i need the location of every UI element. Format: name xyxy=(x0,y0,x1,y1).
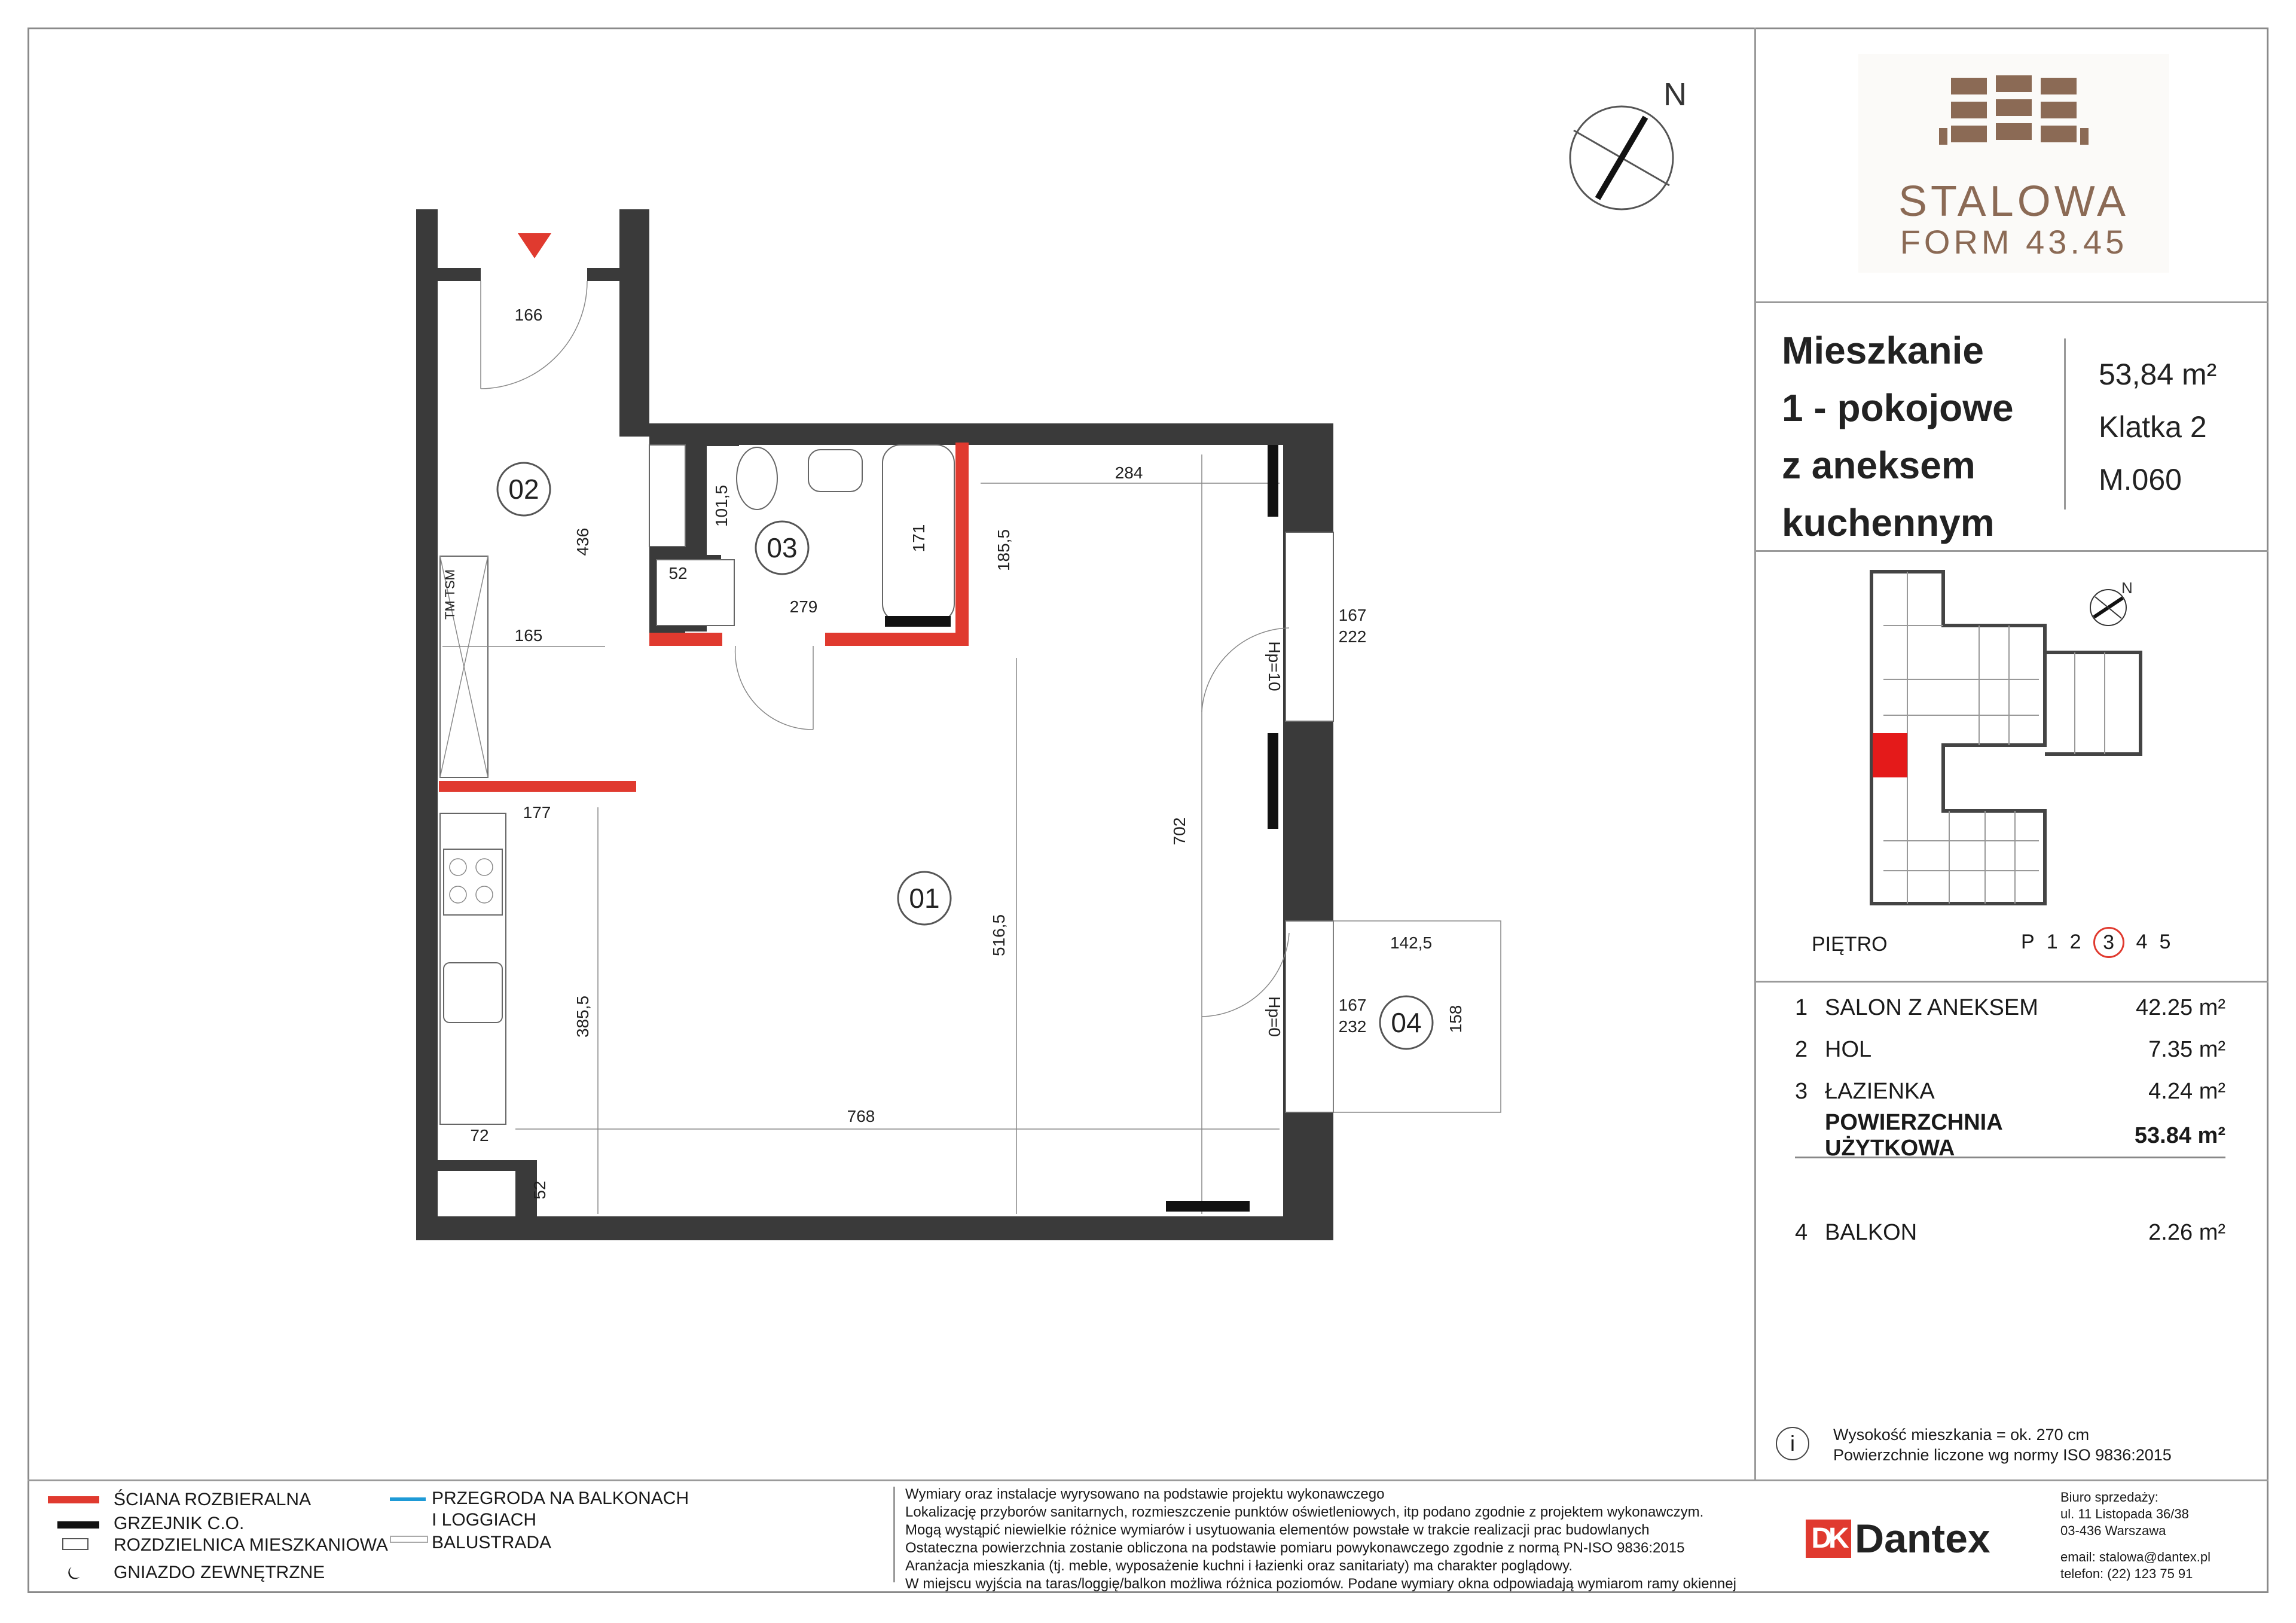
logo-line2: FORM 43.45 xyxy=(1900,223,2128,261)
legend-balustrade: BALUSTRADA xyxy=(432,1533,552,1552)
floor-option-1[interactable]: 1 xyxy=(2046,931,2058,953)
legend-partition-line: I LOGGIACH xyxy=(432,1510,537,1530)
wall xyxy=(649,423,1333,445)
svg-text:N: N xyxy=(2121,579,2133,597)
apartment-title xyxy=(1782,322,2014,551)
disclaimer-line: W miejscu wyjścia na taras/loggię/balkon możliwa różnica poziomów. Podane wymiary okna odpowiadają wymiarom ramy okiennej xyxy=(905,1576,1736,1592)
key-plan xyxy=(1860,560,2147,942)
dimension: 101,5 xyxy=(712,484,731,527)
window xyxy=(1286,532,1333,721)
panel-divider xyxy=(1754,28,1756,1481)
legend-distribution-box: ROZDZIELNICA MIESZKANIOWA xyxy=(114,1535,388,1555)
dimension: 185,5 xyxy=(994,529,1013,572)
dimension: 52 xyxy=(530,1180,549,1200)
entrance-arrow-icon xyxy=(518,233,551,258)
distribution-box-icon xyxy=(62,1538,88,1550)
dantex-logo-mark: DK xyxy=(1806,1520,1851,1558)
disclaimer-line: Mogą wystąpić niewielkie różnice wymiarów i usytuowania elementów powstałe w trakcie realizacji prac budowlanych xyxy=(905,1522,1650,1538)
dimension: Hp=0 xyxy=(1265,996,1284,1037)
legend-removable-wall: ŚCIANA ROZBIERALNA xyxy=(114,1490,312,1509)
info-line: Wysokość mieszkania = ok. 270 cm xyxy=(1833,1426,2090,1444)
window xyxy=(1286,921,1333,1112)
dimension: 232 xyxy=(1338,1017,1367,1036)
dimension: 279 xyxy=(789,597,818,616)
wall xyxy=(416,209,438,1240)
balcony-row xyxy=(1795,1212,2225,1253)
floor-option-3[interactable]: 3 xyxy=(2093,927,2124,958)
dimension: 768 xyxy=(847,1107,875,1125)
dimension: 165 xyxy=(514,626,543,645)
sales-office xyxy=(2060,1489,2210,1582)
usable-area-label: POWIERZCHNIA UŻYTKOWA xyxy=(1825,1110,2002,1161)
dimension: 158 xyxy=(1446,1005,1465,1033)
room-name: BALKON xyxy=(1825,1219,1918,1245)
legend-balustrade-swatch xyxy=(390,1536,428,1543)
dimension: 72 xyxy=(470,1126,489,1145)
dimension: 177 xyxy=(523,803,551,822)
floor-option-p[interactable]: P xyxy=(2021,931,2035,953)
wall xyxy=(438,1160,515,1171)
floor-selector xyxy=(2021,931,2170,958)
usable-area-row xyxy=(1795,1110,2225,1161)
closet xyxy=(649,445,685,547)
room-row xyxy=(1795,1029,2225,1070)
legend-partition-line: PRZEGRODA NA BALKONACH xyxy=(432,1488,689,1508)
title-line: Mieszkanie xyxy=(1782,329,1984,372)
room-name: SALON Z ANEKSEM xyxy=(1825,994,2038,1020)
apartment-meta xyxy=(2099,348,2216,506)
floor-option-4[interactable]: 4 xyxy=(2136,931,2148,953)
dimension: 385,5 xyxy=(573,995,592,1038)
dimension: 436 xyxy=(573,527,592,556)
floor-label: PIĘTRO xyxy=(1812,933,1888,956)
room-area: 4.24 m² xyxy=(2148,1078,2225,1104)
toilet xyxy=(737,447,777,510)
apartment-staircase: Klatka 2 xyxy=(2099,410,2207,444)
radiator xyxy=(1268,733,1278,829)
room-number: 2 xyxy=(1795,1036,1808,1062)
sales-label: Biuro sprzedaży: xyxy=(2060,1490,2158,1505)
room-name: ŁAZIENKA xyxy=(1825,1078,1935,1104)
radiator xyxy=(885,616,951,627)
dimension: 222 xyxy=(1338,627,1367,646)
key-plan-highlight xyxy=(1873,733,1907,777)
outdoor-socket-icon: ⏾ xyxy=(67,1563,81,1583)
footer-divider xyxy=(28,1479,2268,1481)
room-number: 3 xyxy=(1795,1078,1808,1104)
disclaimer-line: Ostateczna powierzchnia zostanie obliczona na podstawie pomiaru powykonawczego zgodnie z normą PN-ISO 9836:2015 xyxy=(905,1540,1685,1556)
sales-phone: telefon: (22) 123 75 91 xyxy=(2060,1566,2193,1581)
removable-wall xyxy=(825,633,969,646)
room-row xyxy=(1795,987,2225,1029)
room-label: 02 xyxy=(508,474,539,505)
dimension: 171 xyxy=(909,524,928,553)
legend-partition-swatch xyxy=(390,1497,426,1501)
room-label: 01 xyxy=(909,883,940,914)
disclaimer-divider xyxy=(893,1487,895,1582)
floor-option-2[interactable]: 2 xyxy=(2069,931,2081,953)
dimension: 516,5 xyxy=(990,914,1008,957)
door-swing xyxy=(735,646,813,730)
logo-line1: STALOWA xyxy=(1898,178,2130,225)
dantex-logo-text: Dantex xyxy=(1855,1516,1990,1561)
dimension: 167 xyxy=(1338,996,1367,1014)
disclaimer-line: Aranżacja mieszkania (tj. meble, wyposażenie kuchni i łazienki oraz sanitariaty) ma charakter poglądowy. xyxy=(905,1558,1573,1574)
wall xyxy=(587,268,649,281)
radiator xyxy=(1166,1201,1250,1212)
radiator xyxy=(1268,445,1278,517)
info-note xyxy=(1833,1424,2172,1465)
logo-divider xyxy=(1754,301,2268,303)
room-label: 04 xyxy=(1391,1007,1422,1038)
disclaimer-line: Wymiary oraz instalacje wyrysowano na podstawie projektu wykonawczego xyxy=(905,1486,1385,1502)
wall xyxy=(619,209,649,437)
room-row xyxy=(1795,1070,2225,1112)
room-number: 1 xyxy=(1795,994,1808,1020)
apartment-area: 53,84 m² xyxy=(2099,358,2217,391)
title-meta-divider xyxy=(2064,338,2066,510)
removable-wall xyxy=(955,443,969,646)
floor-divider xyxy=(1754,981,2268,983)
legend-radiator: GRZEJNIK C.O. xyxy=(114,1514,245,1533)
wall xyxy=(416,268,481,281)
dimension: 284 xyxy=(1115,463,1143,482)
washbasin xyxy=(808,450,862,492)
tsm-label: TM TSM xyxy=(442,569,457,620)
usable-area-value: 53.84 m² xyxy=(2134,1122,2225,1148)
title-line: kuchennym xyxy=(1782,501,1995,544)
logo xyxy=(1858,54,2169,273)
wall xyxy=(416,1216,1333,1240)
dimension: 166 xyxy=(514,306,543,324)
dimension: 52 xyxy=(668,564,688,582)
cooktop xyxy=(444,849,502,915)
title-line: 1 - pokojowe xyxy=(1782,386,2014,429)
door-swing xyxy=(481,281,587,389)
sales-address: 03-436 Warszawa xyxy=(2060,1523,2166,1538)
info-line: Powierzchnie liczone wg normy ISO 9836:2015 xyxy=(1833,1446,2172,1464)
room-name: HOL xyxy=(1825,1036,1872,1062)
disclaimer xyxy=(905,1485,1754,1593)
dimension: 702 xyxy=(1170,817,1189,846)
north-compass xyxy=(1570,77,1687,209)
sales-email[interactable]: email: stalowa@dantex.pl xyxy=(2060,1549,2211,1564)
room-area: 42.25 m² xyxy=(2136,994,2225,1020)
dimension: 167 xyxy=(1338,606,1367,624)
room-area: 2.26 m² xyxy=(2148,1219,2225,1245)
room-number: 4 xyxy=(1795,1219,1808,1245)
key-plan-compass xyxy=(2090,579,2133,626)
sales-address: ul. 11 Listopada 36/38 xyxy=(2060,1506,2189,1521)
room-label: 03 xyxy=(767,532,798,563)
dimension: Hp=10 xyxy=(1265,641,1284,691)
dimension: 142,5 xyxy=(1390,933,1433,952)
removable-wall xyxy=(439,781,636,792)
legend-partition xyxy=(432,1488,689,1531)
north-label: N xyxy=(1663,77,1687,112)
disclaimer-line: Lokalizację przyborów sanitarnych, rozmieszczenie punktów oświetleniowych, itp podano zgodnie z projektem wykonawczym. xyxy=(905,1504,1704,1520)
legend-removable-wall-swatch xyxy=(48,1496,99,1503)
walls xyxy=(416,209,1333,1240)
legend-outdoor-socket: GNIAZDO ZEWNĘTRZNE xyxy=(114,1563,325,1582)
room-area: 7.35 m² xyxy=(2148,1036,2225,1062)
removable-wall xyxy=(649,633,722,646)
info-icon: i xyxy=(1776,1427,1809,1460)
title-line: z aneksem xyxy=(1782,444,1976,487)
apartment-unit: M.060 xyxy=(2099,463,2182,496)
floor-option-5[interactable]: 5 xyxy=(2159,931,2171,953)
logo-mark xyxy=(1858,54,2169,173)
dantex-logo xyxy=(1806,1515,1990,1562)
radiator-icon xyxy=(57,1521,99,1529)
sink xyxy=(444,963,502,1023)
